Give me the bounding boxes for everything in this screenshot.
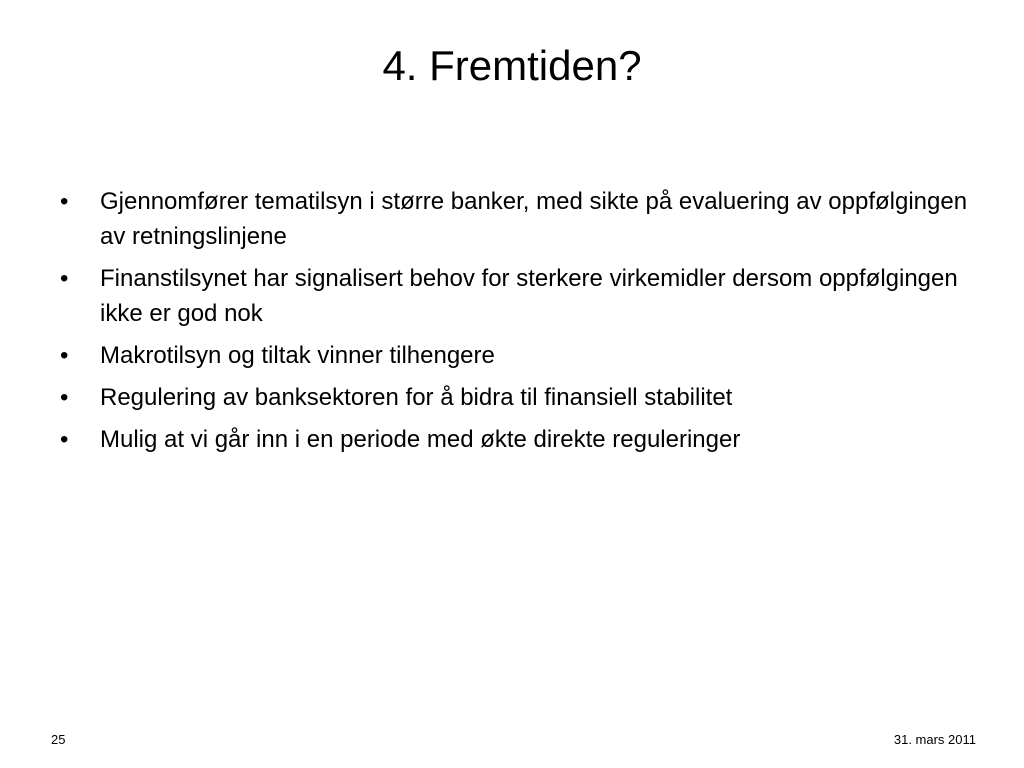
bullet-marker: • <box>60 188 69 215</box>
bullet-item <box>60 261 970 331</box>
slide-date: 31. mars 2011 <box>893 732 976 747</box>
bullet-marker: • <box>60 342 69 369</box>
bullet-text: Mulig at vi går inn i en periode med økte direkte reguleringer <box>100 426 741 453</box>
bullet-item <box>60 422 970 457</box>
bullet-marker: • <box>60 265 69 292</box>
bullet-text: Makrotilsyn og tiltak vinner tilhengere <box>100 342 495 369</box>
bullet-item <box>60 338 970 373</box>
bullet-text: Finanstilsynet har signalisert behov for sterkere virkemidler dersom oppfølgingen ikke er god nok <box>100 265 958 327</box>
bullet-text: Gjennomfører tematilsyn i større banker, med sikte på evaluering av oppfølgingen av retningslinjene <box>100 188 968 250</box>
bullet-marker: • <box>60 384 69 411</box>
slide-title: 4. Fremtiden? <box>382 42 642 89</box>
bullet-item <box>60 184 970 254</box>
bullet-item <box>60 380 970 415</box>
page-number: 25 <box>51 732 66 747</box>
bullet-list <box>60 184 970 464</box>
bullet-marker: • <box>60 426 69 453</box>
bullet-text: Regulering av banksektoren for å bidra til finansiell stabilitet <box>100 384 733 411</box>
